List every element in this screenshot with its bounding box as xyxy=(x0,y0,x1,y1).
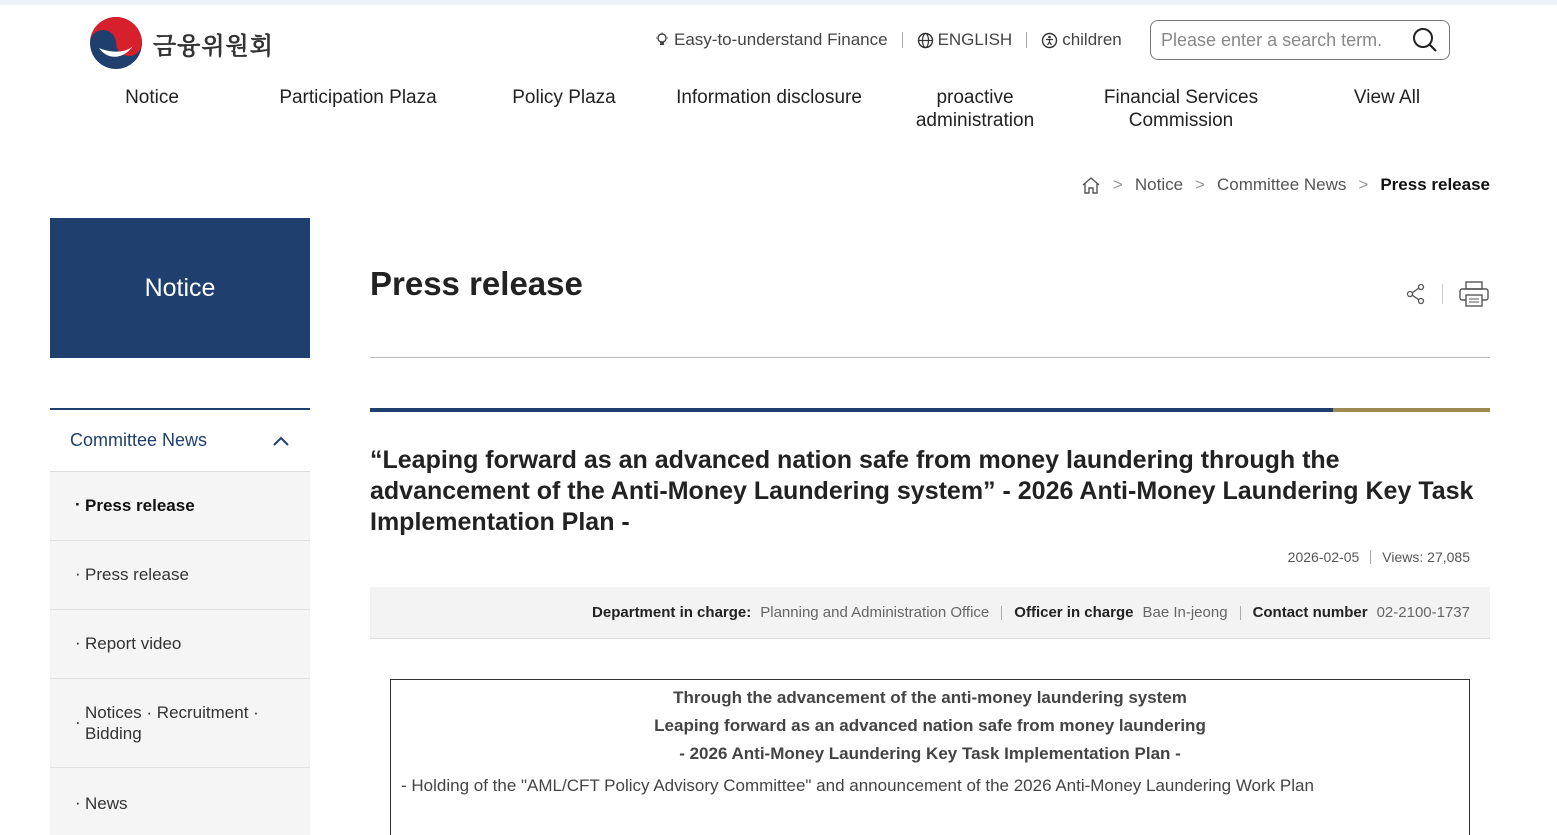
summary-line: - 2026 Anti-Money Laundering Key Task Implementation Plan - xyxy=(679,744,1181,763)
tools-divider xyxy=(1442,284,1443,304)
info-divider xyxy=(1240,606,1241,620)
title-divider xyxy=(370,357,1490,358)
site-logo[interactable] xyxy=(89,16,274,70)
article-summary-box xyxy=(390,679,1470,835)
article-top-border xyxy=(370,408,1490,412)
sidebar-title: Notice xyxy=(50,218,310,358)
sidebar-item-notices-recruitment-bidding[interactable] xyxy=(50,679,310,768)
sidebar-item-label: · Notices · Recruitment · Bidding xyxy=(85,703,259,743)
taegeuk-logo-icon xyxy=(89,16,143,70)
summary-paragraph: - Holding of the "AML/CFT Policy Advisory Committee" and announcement of the 2026 Anti-Money Laundering Work Plan xyxy=(401,776,1314,795)
sidebar-menu xyxy=(50,408,310,835)
main-navigation xyxy=(50,86,1490,126)
sidebar-section-label: Committee News xyxy=(70,430,208,450)
officer-value: Bae In-jeong xyxy=(1142,604,1228,621)
info-divider xyxy=(1001,606,1002,620)
meta-divider xyxy=(1370,550,1371,564)
globe-icon xyxy=(917,32,934,49)
gnb-policy-plaza[interactable] xyxy=(512,86,616,109)
accessibility-icon xyxy=(1041,32,1058,49)
gnb-notice[interactable] xyxy=(125,86,179,109)
search-input[interactable] xyxy=(1161,30,1401,51)
children-label: children xyxy=(1062,30,1122,49)
sidebar-item-news[interactable] xyxy=(50,768,310,835)
search-icon xyxy=(1412,27,1438,53)
logo-text: 금융위원회 xyxy=(153,31,274,60)
page-tools xyxy=(1405,280,1490,308)
sidebar-item-label: · Press release xyxy=(85,496,195,515)
gnb-label: Policy Plaza xyxy=(512,87,616,108)
breadcrumb-chevron-icon: > xyxy=(1195,175,1205,194)
gnb-information-disclosure[interactable] xyxy=(676,86,862,109)
share-icon[interactable] xyxy=(1405,283,1427,305)
easy-finance-link[interactable] xyxy=(654,30,888,50)
contact-label: Contact number xyxy=(1252,604,1368,621)
print-icon[interactable] xyxy=(1458,280,1490,308)
gnb-label: Information disclosure xyxy=(676,87,862,108)
top-strip xyxy=(0,0,1557,5)
util-divider xyxy=(902,32,903,48)
summary-line: Through the advancement of the anti-money laundering system xyxy=(673,688,1187,707)
english-label: ENGLISH xyxy=(937,30,1013,49)
article-date: 2026-02-05 xyxy=(1287,549,1360,565)
officer-label: Officer in charge xyxy=(1014,604,1134,621)
gnb-proactive-administration[interactable] xyxy=(916,86,1034,126)
home-icon[interactable] xyxy=(1081,176,1101,195)
chevron-up-icon xyxy=(272,435,290,447)
breadcrumb-chevron-icon: > xyxy=(1112,175,1123,194)
gnb-label: Financial Services xyxy=(1103,87,1259,108)
article-views: Views: 27,085 xyxy=(1382,549,1470,565)
gnb-participation-plaza[interactable] xyxy=(279,86,436,109)
easy-finance-label: Easy-to-understand Finance xyxy=(674,30,888,49)
dept-value: Planning and Administration Office xyxy=(760,604,990,621)
dept-label: Department in charge: xyxy=(592,604,752,621)
lightbulb-icon xyxy=(654,32,670,48)
sidebar-item-label: · Report video xyxy=(85,634,182,653)
gnb-label: Participation Plaza xyxy=(279,87,437,108)
utility-links xyxy=(654,30,1122,50)
sidebar-section-committee-news[interactable] xyxy=(50,410,310,472)
sidebar-item-report-video[interactable] xyxy=(50,610,310,679)
gnb-label: View All xyxy=(1353,87,1421,108)
breadcrumb-notice[interactable]: Notice xyxy=(1134,175,1184,194)
breadcrumb-current: Press release xyxy=(1380,175,1490,194)
article-info-bar xyxy=(370,587,1490,639)
english-link[interactable] xyxy=(917,30,1013,50)
page-title: Press release xyxy=(370,265,583,302)
breadcrumb-committee-news[interactable]: Committee News xyxy=(1216,175,1347,194)
sidebar-submenu xyxy=(50,472,310,835)
search-button[interactable] xyxy=(1411,26,1439,54)
breadcrumb xyxy=(1081,175,1490,195)
sidebar-item-label: · News xyxy=(85,794,128,813)
gnb-financial-services-commission[interactable] xyxy=(1104,86,1258,126)
gnb-view-all[interactable] xyxy=(1354,86,1420,109)
breadcrumb-chevron-icon: > xyxy=(1358,175,1369,194)
sidebar-item-press-release[interactable] xyxy=(50,541,310,610)
sidebar-item-label: · Press release xyxy=(85,565,189,584)
search-box xyxy=(1150,20,1450,60)
article-title: “Leaping forward as an advanced nation safe from money laundering through the advancement of the Anti-Money Laundering system” - 2026 Anti-Money Laundering Key Task Implementation Plan - xyxy=(370,446,1474,536)
sidebar-item-press-release-active[interactable] xyxy=(50,472,310,541)
gnb-label: administration xyxy=(915,110,1035,126)
gnb-label: Notice xyxy=(125,87,179,108)
summary-line: Leaping forward as an advanced nation safe from money laundering xyxy=(654,716,1206,735)
util-divider xyxy=(1026,32,1027,48)
article-meta xyxy=(1288,549,1470,565)
contact-value: 02-2100-1737 xyxy=(1376,604,1470,621)
gnb-label: proactive xyxy=(936,87,1014,108)
gnb-label: Commission xyxy=(1128,110,1234,126)
children-link[interactable] xyxy=(1041,30,1122,50)
